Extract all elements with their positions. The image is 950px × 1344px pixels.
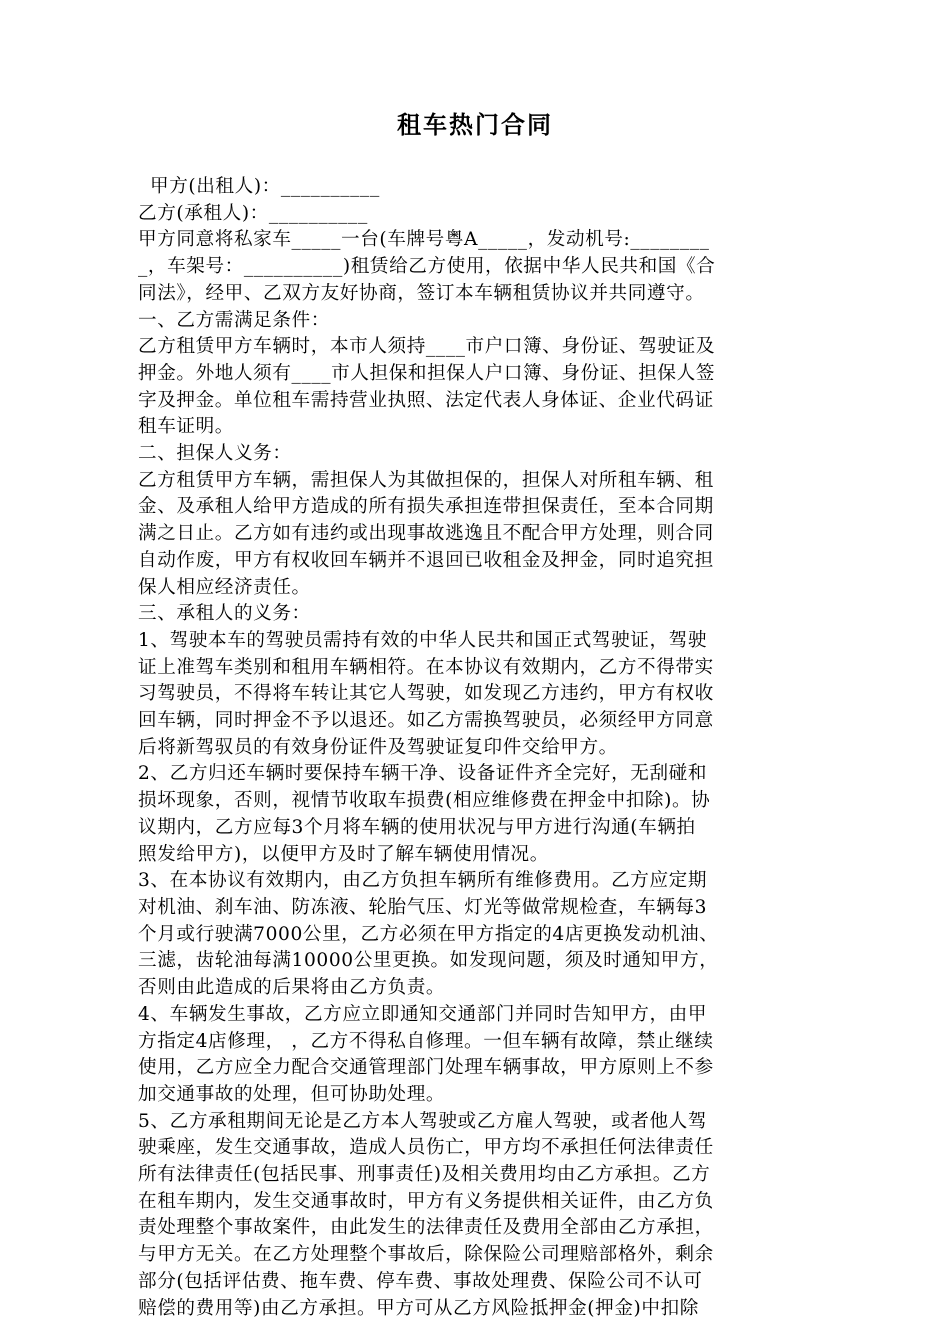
paragraph-line: 金、及承租人给甲方造成的所有损失承担连带担保责任，至本合同期 bbox=[138, 496, 714, 518]
paragraph-line: 加交通事故的处理，但可协助处理。 bbox=[138, 1083, 446, 1105]
party-b-line: 乙方(承租人)：__________ bbox=[138, 202, 368, 224]
paragraph-line: 同法》，经甲、乙双方友好协商，签订本车辆租赁协议并共同遵守。 bbox=[138, 282, 705, 304]
paragraph-line: 2、乙方归还车辆时要保持车辆干净、设备证件齐全完好，无刮碰和 bbox=[138, 763, 708, 785]
paragraph-line: 损坏现象，否则，视情节收取车损费(相应维修费在押金中扣除)。协 bbox=[138, 790, 711, 812]
paragraph-line: 保人相应经济责任。 bbox=[138, 576, 311, 598]
document-title: 租车热门合同 bbox=[397, 110, 553, 139]
document-body bbox=[138, 174, 818, 1322]
paragraph-line: 与甲方无关。在乙方处理整个事故后，除保险公司理赔部格外，剩余 bbox=[138, 1244, 714, 1266]
paragraph-line: 押金。外地人须有____市人担保和担保人户口簿、身份证、担保人签 bbox=[138, 362, 716, 384]
paragraph-line: 三滤，齿轮油每满10000公里更换。如发现问题，须及时通知甲方， bbox=[138, 950, 719, 972]
paragraph-line: 议期内，乙方应每3个月将车辆的使用状况与甲方进行沟通(车辆拍 bbox=[138, 816, 696, 838]
paragraph-line: 照发给甲方)，以便甲方及时了解车辆使用情况。 bbox=[138, 843, 549, 865]
paragraph-line: 赔偿的费用等)由乙方承担。甲方可从乙方风险抵押金(押金)中扣除 bbox=[138, 1297, 699, 1319]
paragraph-line: 乙方租赁甲方车辆时，本市人须持____市户口簿、身份证、驾驶证及 bbox=[138, 336, 716, 358]
paragraph-line: 后将新驾驭员的有效身份证件及驾驶证复印件交给甲方。 bbox=[138, 736, 618, 758]
paragraph-line: 满之日止。乙方如有违约或出现事故逃逸且不配合甲方处理，则合同 bbox=[138, 523, 714, 545]
paragraph-line: 所有法律责任(包括民事、刑事责任)及相关费用均由乙方承担。乙方 bbox=[138, 1164, 711, 1186]
paragraph-line: 驶乘座，发生交通事故，造成人员伤亡，甲方均不承担任何法律责任 bbox=[138, 1137, 714, 1159]
paragraph-line: 责处理整个事故案件，由此发生的法律责任及费用全部由乙方承担， bbox=[138, 1217, 714, 1239]
paragraph-line: 回车辆，同时押金不予以退还。如乙方需换驾驶员，必须经甲方同意 bbox=[138, 710, 714, 732]
paragraph-line: 1、驾驶本车的驾驶员需持有效的中华人民共和国正式驾驶证，驾驶 bbox=[138, 629, 708, 651]
paragraph-line: _，车架号：__________)租赁给乙方使用，依据中华人民共和国《合 bbox=[138, 256, 716, 278]
paragraph-line: 习驾驶员，不得将车转让其它人驾驶，如发现乙方违约，甲方有权收 bbox=[138, 683, 714, 705]
paragraph-line: 个月或行驶满7000公里，乙方必须在甲方指定的4店更换发动机油、 bbox=[138, 923, 719, 945]
paragraph-line: 使用，乙方应全力配合交通管理部门处理车辆事故，甲方原则上不参 bbox=[138, 1057, 714, 1079]
paragraph-line: 部分(包括评估费、拖车费、停车费、事故处理费、保险公司不认可 bbox=[138, 1270, 703, 1292]
section-heading: 二、担保人义务： bbox=[138, 443, 292, 465]
paragraph-line: 字及押金。单位租车需持营业执照、法定代表人身体证、企业代码证 bbox=[138, 389, 714, 411]
paragraph-line: 方指定4店修理， ，乙方不得私自修理。一但车辆有故障，禁止继续 bbox=[138, 1030, 714, 1052]
paragraph-line: 甲方同意将私家车_____一台(车牌号粤A_____，发动机号:________ bbox=[138, 229, 710, 251]
paragraph-line: 对机油、刹车油、防冻液、轮胎气压、灯光等做常规检查，车辆每3 bbox=[138, 896, 708, 918]
paragraph-line: 自动作废，甲方有权收回车辆并不退回已收租金及押金，同时追究担 bbox=[138, 549, 714, 571]
paragraph-line: 5、乙方承租期间无论是乙方本人驾驶或乙方雇人驾驶，或者他人驾 bbox=[138, 1110, 708, 1132]
paragraph-line: 3、在本协议有效期内，由乙方负担车辆所有维修费用。乙方应定期 bbox=[138, 870, 708, 892]
section-heading: 三、承租人的义务： bbox=[138, 603, 311, 625]
paragraph-line: 租车证明。 bbox=[138, 416, 234, 438]
section-heading: 一、乙方需满足条件： bbox=[138, 309, 330, 331]
paragraph-line: 在租车期内，发生交通事故时，甲方有义务提供相关证件，由乙方负 bbox=[138, 1190, 714, 1212]
paragraph-line: 否则由此造成的后果将由乙方负责。 bbox=[138, 977, 446, 999]
party-a-line: 甲方(出租人)：__________ bbox=[150, 176, 380, 197]
paragraph-line: 证上准驾车类别和租用车辆相符。在本协议有效期内，乙方不得带实 bbox=[138, 656, 714, 678]
paragraph-line: 4、车辆发生事故，乙方应立即通知交通部门并同时告知甲方，由甲 bbox=[138, 1003, 708, 1025]
paragraph-line: 乙方租赁甲方车辆，需担保人为其做担保的，担保人对所租车辆、租 bbox=[138, 469, 714, 491]
